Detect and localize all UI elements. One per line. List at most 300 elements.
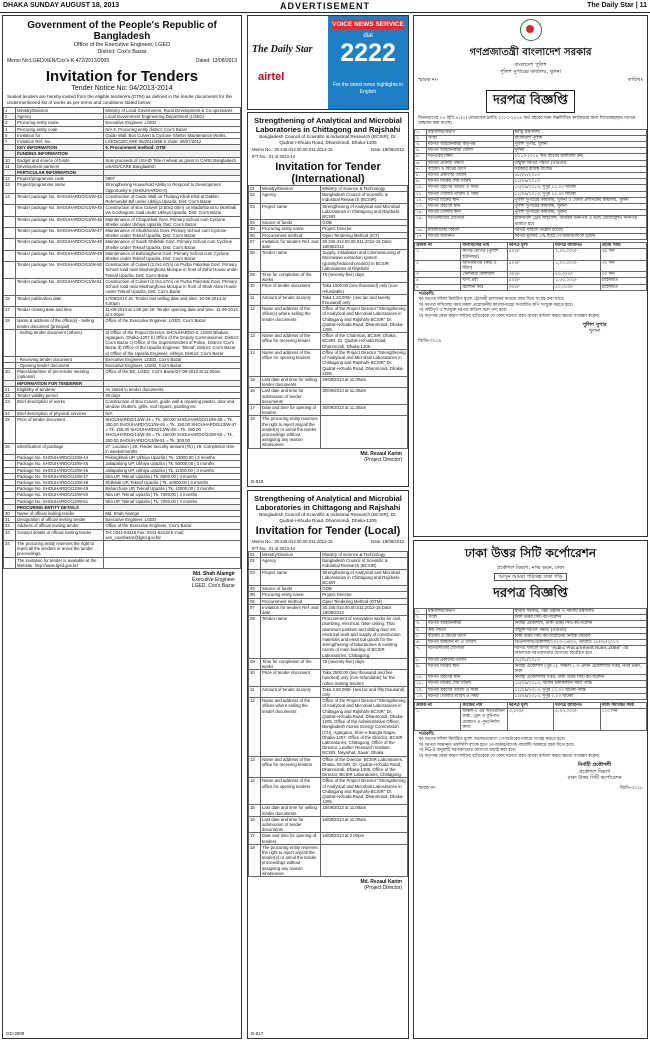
bn1-sched-cell: ১ <box>415 249 461 260</box>
bn1-cell-n: ১৭. <box>415 234 427 240</box>
bn1-sched-cell: ৩০০/- <box>507 284 553 290</box>
bn2-sig-role: নির্বাহী প্রকৌশলী <box>577 762 612 769</box>
lged-row <box>4 557 241 568</box>
lged-cell-v <box>104 557 241 568</box>
lged-cell-n <box>4 205 16 216</box>
daily-star-logo: The Daily Star <box>252 44 313 55</box>
lged-cell-v: Construction of Box Culvert, guide wall & repairing plaster, door and window shutters, grills, roof repairs, painting etc. <box>104 399 241 410</box>
lged-row <box>4 443 241 454</box>
lab1-cell-n: 10 <box>249 283 261 294</box>
lged-cell-k: The invitation for tender is available at the Website: http://www.lged.gov.bd <box>16 557 104 568</box>
lab1-cell-n: 17 <box>249 404 261 415</box>
lged-cell-n: 33 <box>4 529 16 540</box>
bn2-signature <box>542 760 647 784</box>
lged-district: District: Cox's Bazar <box>97 49 147 55</box>
lged-date: Dated: 13/08/2013 <box>195 58 237 64</box>
lab2-row <box>249 670 408 687</box>
bn1-sig-place: খুলনা <box>588 328 601 335</box>
lab1-cell-v: Office of the Project Director "Strengthening of Analytical and Microbial Laboratories in Chittagong and Rajshahi-BCSIR" Dr. Qudrat-i-Khuda Road, Dhanmondi, Dhaka-1205. <box>322 306 406 333</box>
lged-cell-k: Tender validity period <box>16 392 104 398</box>
ad-dial: dial <box>363 33 373 39</box>
lab1-cell-n: 15 <box>249 376 261 387</box>
lab2-cell-v: 75 (seventy-five) days <box>321 658 408 669</box>
bn1-row <box>415 197 647 203</box>
bn1-sched-header: দরপত্র মূল্য <box>507 243 553 249</box>
ad-tagline: For the latest news highlights in English <box>332 82 404 95</box>
lged-cell-n: 6 <box>4 132 16 138</box>
bn2-note-item: গ) PG-3 অনুযায়ী দরপত্রদাতার যোগ্যতা যাচাই করা হবে। <box>419 748 517 754</box>
lged-row <box>4 529 241 540</box>
lged-row <box>4 216 241 227</box>
lab2-cell-k: Name and address of the office for receiving tenders <box>261 756 321 778</box>
lab2-cell-n: 15 <box>249 805 261 816</box>
lab1-kind: (International) <box>291 173 365 185</box>
lab1-cell-v <box>321 416 408 448</box>
lged-cell-k: Designation of official inviting tender <box>16 517 104 523</box>
lged-cell-v: As stated in tender documents. <box>104 386 241 392</box>
lged-cell-k: Project/programme name <box>16 182 104 193</box>
lged-cell-n: 32 <box>4 523 16 529</box>
lged-cell-k: Package No. SHOUHARDO/13/W-51 <box>16 498 104 504</box>
lged-office: Office of the Executive Engineer, LGED <box>73 42 171 48</box>
bn1-signature <box>542 320 647 337</box>
lab1-sig-role: (Project Director) <box>364 456 402 463</box>
lged-cell-k: Tender package No. SHOUHARDO/13/W-45 <box>16 205 104 216</box>
bn1-sched-cell: চাহিদামত <box>600 284 646 290</box>
lged-cell-k: Name & address of the office(s) - Selling tender document (principal) <box>16 318 104 329</box>
bn2-sched-row <box>415 709 647 731</box>
ad-brand-panel <box>248 16 328 109</box>
lab2-heading: Invitation for Tender (Local) <box>255 525 401 537</box>
lab2-row <box>249 698 408 756</box>
lged-cell-v: Construction of Culvert (2.0x1.67m) on Purba Palonkal Govt. Primary School road near Moshurghona Mosque in front of Zahir House under Teknaf Upazila, Dist: Cox's Bazar <box>104 262 241 279</box>
lged-row <box>4 486 241 492</box>
lged-row <box>4 329 241 356</box>
lged-cell-n: 23 <box>4 399 16 410</box>
bn2-cell-v: নির্বাহী প্রকৌশলীর দপ্তর, ঢাকা উত্তর সিটি কর্পোরেশন <box>513 675 646 681</box>
lab2-cell-n: 01 <box>249 552 261 558</box>
lab1-cell-n: 09 <box>249 272 261 283</box>
lged-cell-k: - Opening tender document <box>16 362 104 368</box>
bn1-cell-k: বাজেট ও অর্থের উৎস <box>427 166 514 172</box>
police-tender-notice <box>413 15 648 537</box>
bn2-sched-header: কাজের নাম <box>461 703 507 709</box>
bn2-cell-k: দরপত্রদাতার যোগ্যতা <box>427 646 514 657</box>
lged-cell-v: N/A <box>104 410 241 416</box>
lab2-cell-v: 16/09/2013 at 2.00pm <box>321 833 408 844</box>
lged-cell-n: 26 <box>4 443 16 454</box>
ad-number: 2222 <box>340 39 396 67</box>
dncc-tender-notice <box>413 540 648 1039</box>
lab2-cell-v: Bangladesh Council of Scientific & Industrial Research (BCSIR) <box>321 558 408 569</box>
lab2-cell-n: 17 <box>249 833 261 844</box>
lab1-memo: Memo No.: 30.345.014.00.00.011.2012-15 <box>252 147 333 152</box>
bn1-sched-cell: ২,০০,০০০/- <box>554 249 600 260</box>
lged-cell-n <box>4 262 16 279</box>
voice-news-ad <box>247 15 409 110</box>
lged-cell-k: Tender package No. SHOUHARDO/13/W-44 <box>16 193 104 204</box>
lab2-row <box>249 756 408 778</box>
lged-cell-v: SHOUHARDO/13/W-44 = Tk. 300.00 SHOUHARDO/13/W-45 = Tk. 300.00 SHOUHARDO/13/W-46 = Tk. 150.00 SHOUHARDO/13/W-47 = Tk. 150.00 SHOUHARDO/13/W-48 = Tk. 150.00 SHOUHARDO/13/W-49 = Tk. 150.00 SHOUHARDO/13/W-50 = Tk. 300.00 SHOUHARDO/13/W-51 = Tk. 300.00 <box>104 416 241 443</box>
bn2-cell-k: ক্রয় পদ্ধতি <box>427 627 514 633</box>
bn1-cell-k: দরপত্র জামানত <box>427 234 514 240</box>
lged-cell-v: Office of the Executive Engineer, LGED, Cox's Bazar <box>104 318 241 329</box>
lged-cell-k: Package No. SHOUHARDO/13/W-47 <box>16 473 104 479</box>
bn2-row <box>415 663 647 674</box>
lged-row <box>4 369 241 380</box>
lged-cell-n <box>4 329 16 356</box>
bn1-title: দরপত্র বিজ্ঞপ্তি <box>486 90 575 113</box>
lged-cell-v: 11-09-2013 at 1.00 pm 18. Tender opening date and time: 11-09-2013 at 2.00pm <box>104 306 241 317</box>
lab2-sub: Bangladesh Council of Scientific & Industrial Research (BCSIR), Dr. Qudrat-i-Khuda Road, Dhanmondi, Dhaka-1205 <box>259 512 397 523</box>
lged-cell-k: Contact details of official inviting tender <box>16 529 104 540</box>
lab1-cell-n: 05 <box>249 226 261 232</box>
lged-cell-k: Procuring entity name <box>16 120 104 126</box>
bn2-cell-k: বাজেট ও অর্থের উৎস <box>427 633 514 639</box>
bn1-cell-k: দরপত্র আহবানকারী জেলা <box>427 148 514 154</box>
lab2-row <box>249 805 408 816</box>
lab2-cell-k: Ministry/Division <box>261 552 321 558</box>
lab1-row <box>249 388 408 405</box>
lged-cell-v: Nila UP, Teknaf Upazila | Tk. 8000.00 | 3 months <box>104 473 241 479</box>
lged-sig-role: Executive Engineer <box>191 577 235 584</box>
lab2-cell-v <box>321 844 408 876</box>
lab2-cell-v: Taka 2500.00 (two thousand and five hundred) only (non-refundable) for the notice inviting tenders <box>321 670 408 687</box>
lab1-row <box>249 333 408 350</box>
bn2-cell-v: নির্বাহী প্রকৌশলী, ঢাকা উত্তর সিটি কর্পোরেশন <box>513 621 646 627</box>
lab1-cell-v: Taka 1,20,000/- (one lac and twenty thousand) only <box>321 294 408 305</box>
lged-cell-k: PROCURING ENTITY DETAILS <box>16 504 104 510</box>
lged-sig-name: Md. Shah Alamgir <box>192 571 235 578</box>
lged-cell-k: Brief description of physical services <box>16 410 104 416</box>
lged-cell-v: Sole proceeds of USAID Title-II wheat as grant to CARE Bangladesh <box>104 157 241 163</box>
lged-cell-n <box>4 250 16 261</box>
bn2-cell-v: ১২/০৯/২০১৩, দুপুর ১২.০০ ঘটিকা পর্যন্ত <box>513 687 646 693</box>
lab2-cell-n: 05 <box>249 592 261 598</box>
lab1-cell-k: Name and address of the office for opening tenders <box>261 349 321 376</box>
lab2-cell-n: 09 <box>249 658 261 669</box>
bn2-sched-header: দরপত্র মূল্য <box>507 703 553 709</box>
lab1-cell-v: Ministry of Science & Technology <box>321 186 408 192</box>
lged-intro: Sealed tenders are hereby invited from the eligible tenderers (OTM) as defined in the tender documents for the undermentioned list of works as per terms and conditions stated below: <box>7 94 232 105</box>
bn1-cell-v: দরপত্র দলিলে উল্লেখ রয়েছে <box>513 227 646 233</box>
bn1-cell-v: ১৮/০৮/২০১৩ <box>513 173 646 179</box>
lab1-cell-k: Date and time for opening of tenders <box>261 404 321 415</box>
lab1-cell-v: GOB <box>321 220 408 226</box>
lab1-cell-n: 04 <box>249 220 261 226</box>
bn1-sched-row <box>415 249 647 260</box>
lab1-cell-n: 06 <box>249 232 261 238</box>
lab2-cell-k: Project name <box>261 569 321 586</box>
bn1-cell-v: ১১/০৯/২০১৩ <box>513 179 646 185</box>
lged-cell-k: Tender package No. SHOUHARDO/13/W-51 <box>16 278 104 295</box>
lged-cell-k: - Selling tender document (others) <box>16 329 104 356</box>
bn2-cell-v: ১১/০৯/২০১৩, অফিস চলাকালীন সময় পর্যন্ত <box>513 681 646 687</box>
lab1-row <box>249 416 408 448</box>
lged-cell-v: Construction of Box Culvert (2.50x2.00m) on Madarbunia to Morkhali via Goshagram road under Ukhiya Upazila, Dist: Cox's Bazar <box>104 205 241 216</box>
lab2-cell-n: 16 <box>249 816 261 833</box>
lged-cell-k: KEY INFORMATION <box>16 145 104 151</box>
lab2-cell-v: 16/09/2013 at 11.00am <box>321 816 408 833</box>
lab1-cell-n: 11 <box>249 294 261 305</box>
bn1-cell-k: দরপত্র প্রক্রিয়া পদ্ধতি <box>427 160 514 166</box>
bn2-note-item: ক) দরপত্র দলিল নির্ধারিত মূল্যে অফেরতযোগ্য পে-অর্ডারের মাধ্যমে সংগ্রহ করতে হবে। <box>419 737 566 743</box>
lged-cell-k: Name of official inviting tender <box>16 511 104 517</box>
lab1-signature <box>248 449 408 465</box>
lab1-sub: Bangladesh Council of Scientific & Industrial Research (BCSIR), Dr. Qudrat-i-Khuda Road, Dhanmondi, Dhaka-1205 <box>259 134 397 145</box>
lab1-sig-name: Md. Rezaul Karim <box>360 450 402 457</box>
lab1-row <box>249 376 408 387</box>
bn1-sched-cell: ৫০,০০০/- <box>554 272 600 278</box>
lab2-title: Strengthening of Analytical and Microbial Laboratories in Chittagong and Rajshahi <box>254 494 402 512</box>
lab1-cell-n: 08 <box>249 250 261 272</box>
bn1-cell-n: ১৫. <box>415 216 427 227</box>
lged-cell-v: Executive Engineer, LGED <box>104 120 241 126</box>
lab2-row <box>249 658 408 669</box>
lged-cell-n <box>4 278 16 295</box>
bn1-cell-n: ৪. <box>415 148 427 154</box>
lged-cell-k: Tender closing date and time <box>16 306 104 317</box>
bn1-cell-k: দরপত্রের বিষয় <box>427 154 514 160</box>
lab2-cell-n: 07 <box>249 604 261 615</box>
bn2-table <box>414 608 647 700</box>
bn1-cell-n: ৮. <box>415 173 427 179</box>
bn1-cell-n: ১৬. <box>415 227 427 233</box>
bn1-sched-cell: ৫০০/- <box>507 260 553 271</box>
lged-cell-k: Invitation Ref. No. <box>16 139 104 145</box>
bn2-cell-k: দরপত্র খোলার তারিখ ও সময় <box>427 693 514 699</box>
lged-cell-v: N/A 5. Procuring entity district: Cox's Bazar <box>104 126 241 132</box>
lab2-cell-n: 10 <box>249 670 261 687</box>
lab1-row <box>249 203 408 220</box>
bn2-cell-k: মন্ত্রণালয়/বিভাগ <box>427 609 514 615</box>
lab1-heading: Invitation for Tender <box>275 161 381 173</box>
lab1-cell-n: 12 <box>249 306 261 333</box>
lged-row <box>4 228 241 239</box>
lab1-cell-n: 13 <box>249 333 261 350</box>
bn1-sched-cell: জ্বালানী কাঠ <box>461 284 507 290</box>
lab1-cell-n: 18 <box>249 416 261 448</box>
bn1-sched-cell: আসবাবপত্র (কাঠ ও স্টিল) <box>461 260 507 271</box>
lged-cell-n: 11 <box>4 163 16 169</box>
lged-cell-v: Palongkhali UP, Ukhiya Upazila | Tk. 13000.00 | 3 months <box>104 455 241 461</box>
bn2-cell-n: ১০. <box>415 675 427 681</box>
bn2-cell-k: দরপত্র প্রকাশের তারিখ <box>427 657 514 663</box>
bn2-schedule <box>414 702 647 731</box>
lab2-cell-n: 03 <box>249 569 261 586</box>
lged-memo: Memo No:LGED/XEN/Cox's-K-472/2013/2005 <box>7 58 110 64</box>
lged-cell-v: Jaliapalong UP, Ukhiya Upazila | Tk. 11000.00 | 3 months <box>104 467 241 473</box>
bn1-cell-k: মন্ত্রণালয়/বিভাগ <box>427 129 514 135</box>
bn2-cell-v: ১২/০৯/২০১৩, দুপুর ২.০০ ঘটিকা <box>513 693 646 699</box>
lab1-code: D-818 <box>251 479 264 484</box>
lged-cell-v: LGED/CB/CARE-06/2011/558 8. Date: 29/07/2012 <box>104 139 241 145</box>
lged-cell-k: Tender package No. SHOUHARDO/13/W-46 <box>16 216 104 227</box>
lab2-row <box>249 552 408 558</box>
lab2-cell-k: The procuring entity reserves the right to reject any/all the tender(s) or annul the tender proceedings without assigning any reason whatsoever. <box>261 844 321 876</box>
lged-cell-n: 19 <box>4 318 16 329</box>
lged-cell-k: - Receiving tender document <box>16 356 104 362</box>
lged-cell-k: Package No. SHOUHARDO/13/W-49 <box>16 486 104 492</box>
lab1-row <box>249 404 408 415</box>
lab2-cell-k: Name and address of the offices where selling the tender documents <box>261 698 321 756</box>
bn1-cell-v: ১২/০৯/২০১৩, দুপুর ১২.০০ ঘটিকা <box>513 185 646 191</box>
lged-cell-n: 15 <box>4 295 16 306</box>
lged-row <box>4 193 241 204</box>
lged-cell-v: Local Government Engineering Department (LGED) <box>104 114 241 120</box>
lab1-cell-k: Invitation for tenders Ref. and date <box>261 238 321 249</box>
lab2-memo-line <box>248 537 408 546</box>
lged-sig-office: LGED, Cox's Bazar <box>191 583 235 590</box>
bn2-cell-n: ১. <box>415 609 427 615</box>
airtel-logo: airtel <box>258 71 285 83</box>
masthead-section: ADVERTISEMENT <box>279 1 370 11</box>
bn2-cell-k: দরপত্র আহবান নং ও তারিখ <box>427 640 514 646</box>
lab1-cell-k: Last date and time for selling tender documents <box>261 376 321 387</box>
bn2-cell-k: দরপত্র গ্রহণের স্থান <box>427 675 514 681</box>
bn1-sub-2: পুলিশ সুপারের কার্যালয়, খুলনা <box>500 68 561 75</box>
bn1-cell-k: দরপত্র খোলার তারিখ ও সময় <box>427 191 514 197</box>
lab2-row <box>249 778 408 805</box>
bn1-note-item: খ) দরপত্র দাখিলের সময় সকল প্রয়োজনীয় কাগজপত্রের সত্যায়িত কপি সংযুক্ত করতে হবে। <box>419 302 574 308</box>
lab2-row <box>249 604 408 615</box>
lab1-cell-k: Time for completion of the works <box>261 272 321 283</box>
lab2-cell-n: 12 <box>249 698 261 756</box>
lged-cell-k: Package No. SHOUHARDO/13/W-44 <box>16 455 104 461</box>
lged-row <box>4 461 241 467</box>
bn2-cell-k: সংস্থা <box>427 615 514 621</box>
lged-cell-k: Tender package No. SHOUHARDO/13/W-48 <box>16 239 104 250</box>
bn1-cell-n: ৬. <box>415 160 427 166</box>
lged-cell-n <box>4 239 16 250</box>
bn2-cell-v: উন্মুক্ত দরপত্র পদ্ধতি (ওটিএম) <box>513 627 646 633</box>
lab1-cell-k: Price of tender document <box>261 283 321 294</box>
bn1-gov: গণপ্রজাতন্ত্রী বাংলাদেশ সরকার <box>469 47 592 58</box>
bn1-sub-1: বাংলাদেশ পুলিশ <box>514 62 547 68</box>
lged-cell-v: Executive Engineer, LGED, Cox's Bazar <box>104 356 241 362</box>
lged-cell-v: Office of the EE, LGED, Cox's Bazar/27-08-2013 at 11.00am <box>104 369 241 380</box>
lged-cell-k: Ministry/Division <box>16 108 104 114</box>
lged-cell-k: Tender package No. SHOUHARDO/13/W-49 <box>16 250 104 261</box>
bn2-cell-v: ঢাকা উত্তর সিটি কর্পোরেশন <box>513 615 646 621</box>
bn1-sched-cell: ১,৫০,০০০/- <box>554 278 600 284</box>
bn2-cell-n: ৬. <box>415 640 427 646</box>
lab1-row <box>249 186 408 192</box>
lab2-cell-v: Procurement of renovation works for civil, plumbing, electrical, false ceiling, Thai aluminum partition and sliding door etc. electrical work and supply of construction materials and electrical goods for the strengthening of laboratories in existing rooms of main building of BCSIR Laboratories, Chittagong. <box>321 616 408 659</box>
government-emblem-icon <box>520 19 542 41</box>
lab1-memo-line <box>248 145 408 154</box>
lged-cell-v: USAID/CARE Bangladesh <box>104 163 241 169</box>
lged-notice-no: Tender Notice No: 04/2013-2014 <box>71 85 173 92</box>
lab1-cell-v: 30/09/2013 at 11.30am <box>321 388 408 405</box>
bn2-slogan: আসুন আমরা পরিচ্ছন্ন ঢাকা গড়ি <box>494 573 568 582</box>
lab2-row <box>249 833 408 844</box>
lab1-cell-v: Taka 1000.00 (one thousand) only (non-refundable) <box>321 283 408 294</box>
lab1-cell-k: The procuring entity reserves the right to reject any/all the tender(s) or annul the tender proceedings without assigning any reason whatsoever. <box>261 416 321 448</box>
bn1-sched-cell: ৫ <box>415 284 461 290</box>
bn1-cell-v: পুলিশ সুপারের কার্যালয়, খুলনা <box>513 204 646 210</box>
bn1-cell-k: দরপত্রদাতার যোগ্যতা <box>427 216 514 227</box>
lged-cell-n: 20 <box>4 369 16 380</box>
lab1-cell-v: Project Director <box>321 226 408 232</box>
bn1-cell-v: ১২/০৯/২০১৩, দুপুর ১২.৩০ ঘটিকা <box>513 191 646 197</box>
lged-cell-v: Maintenance of South Shilkhali Govt. Primary School cum Cyclone Shelter under Teknaf Upazila, Dist: Cox's Bazar <box>104 239 241 250</box>
lged-cell-k: Place/date/time of pre-tender meeting (optional) <box>16 369 104 380</box>
lged-cell-v <box>104 541 241 558</box>
lab1-cell-v: Strengthening of Analytical and Microbial Laboratories in Chittagong and Rajshahi-BCSIR <box>321 203 408 220</box>
bn1-cell-n: ৯. <box>415 179 427 185</box>
lged-cell-v: Jaliapalong UP, Ukhiya Upazila | Tk. 50000.00 | 3 months <box>104 461 241 467</box>
lab2-cell-n: 13 <box>249 756 261 778</box>
bn2-cell-v: ১৮/০৮/২০১৩ <box>513 657 646 663</box>
bn2-sched-cell: ৩,০০০/- <box>507 709 553 731</box>
lged-cell-n: 4 <box>4 126 16 132</box>
lged-cell-v: Maintenance of Chapokhali Govt. Primary School cum Cyclone Shelter under Ukhiya Upazila, Dist: Cox's Bazar <box>104 216 241 227</box>
bn1-cell-v: দরপত্র মূল্যের ৫% হারে পে-অর্ডার/ব্যাংক ড্রাফট <box>513 234 646 240</box>
lged-cell-k: PARTICULAR INFORMATION <box>16 170 104 176</box>
lged-cell-n: 2 <box>4 114 16 120</box>
lged-cell-v: Baharchara UP, Teknaf Upazila | Tk. 10000.00 | 3 months <box>104 486 241 492</box>
lged-row <box>4 239 241 250</box>
bn2-cell-v: ঢাকা উত্তর সিটি কর্পোরেশনের নিজস্ব তহবিল <box>513 633 646 639</box>
lab1-row <box>249 272 408 283</box>
lab2-cell-v: Ministry of Science & Technology <box>321 552 408 558</box>
lged-row <box>4 278 241 295</box>
bn1-cell-v: খুলনা <box>513 148 646 154</box>
bn1-cell-k: সংস্থা <box>427 135 514 141</box>
lged-row <box>4 399 241 410</box>
lged-code: GD-3009 <box>6 1031 25 1036</box>
lged-cell-n: 34 <box>4 541 16 558</box>
bn1-sched-row <box>415 284 647 290</box>
lged-cell-k: FUNDING INFORMATION <box>16 151 104 157</box>
bn1-date: তারিখঃ <box>627 77 643 83</box>
bn2-footer <box>414 784 647 793</box>
lged-cell-v: Construction of Guide Wall on Thalang Khali Khal at Dakhin Rohmondel Bill under Ukhiya Upazila, Dist: Cox's Bazar <box>104 193 241 204</box>
lged-row <box>4 416 241 443</box>
lged-cell-v: Strengthening Household Ability to Respond to Development Opportunity-II (SHOUHARDO-II) <box>104 182 241 193</box>
lab2-cell-k: Price of tender document <box>261 670 321 687</box>
lged-row <box>4 262 241 279</box>
lab2-cell-n: 06 <box>249 598 261 604</box>
lged-cell-k: INFORMATION FOR TENDERER <box>16 380 104 386</box>
lged-cell-n <box>4 216 16 227</box>
lab1-cell-n: 07 <box>249 238 261 249</box>
lab2-cell-k: Time for completion of the works <box>261 658 321 669</box>
lged-row <box>4 541 241 558</box>
lab2-row <box>249 686 408 697</box>
bn2-sig-org: ঢাকা উত্তর সিটি কর্পোরেশন <box>567 775 622 782</box>
bn2-cell-v: স্থানীয় সরকার, পল্লী উন্নয়ন ও সমবায় মন্ত্রণালয় <box>513 609 646 615</box>
bn1-code: জিডি-৩০১৯ <box>418 338 442 344</box>
lab1-cell-k: Ministry/Division <box>261 186 321 192</box>
bn1-sig-role: পুলিশ সুপার <box>582 321 607 328</box>
lged-cell-k: Tender package No. SHOUHARDO/13/W-47 <box>16 228 104 239</box>
lab2-date: Date: 18/08/2013 <box>371 539 404 544</box>
lab2-cell-k: Amount of tender security <box>261 686 321 697</box>
lab1-cell-v: 75 (seventy-five) days <box>321 272 408 283</box>
bn1-sched-row <box>415 260 647 271</box>
bn1-cell-n: ৭. <box>415 166 427 172</box>
bn1-notes-head: শর্তাবলী: <box>419 291 435 297</box>
lab2-cell-n: 18 <box>249 844 261 876</box>
lged-cell-k: Eligibility of tenderer <box>16 386 104 392</box>
bn1-sched-cell: ৩ <box>415 272 461 278</box>
bn2-cell-n: ৩. <box>415 621 427 627</box>
lged-title: Invitation for Tenders <box>45 68 199 85</box>
bn1-memo-line <box>414 75 647 87</box>
bn2-sub: প্রকৌশল বিভাগ, নগর ভবন, ঢাকা <box>496 565 565 571</box>
